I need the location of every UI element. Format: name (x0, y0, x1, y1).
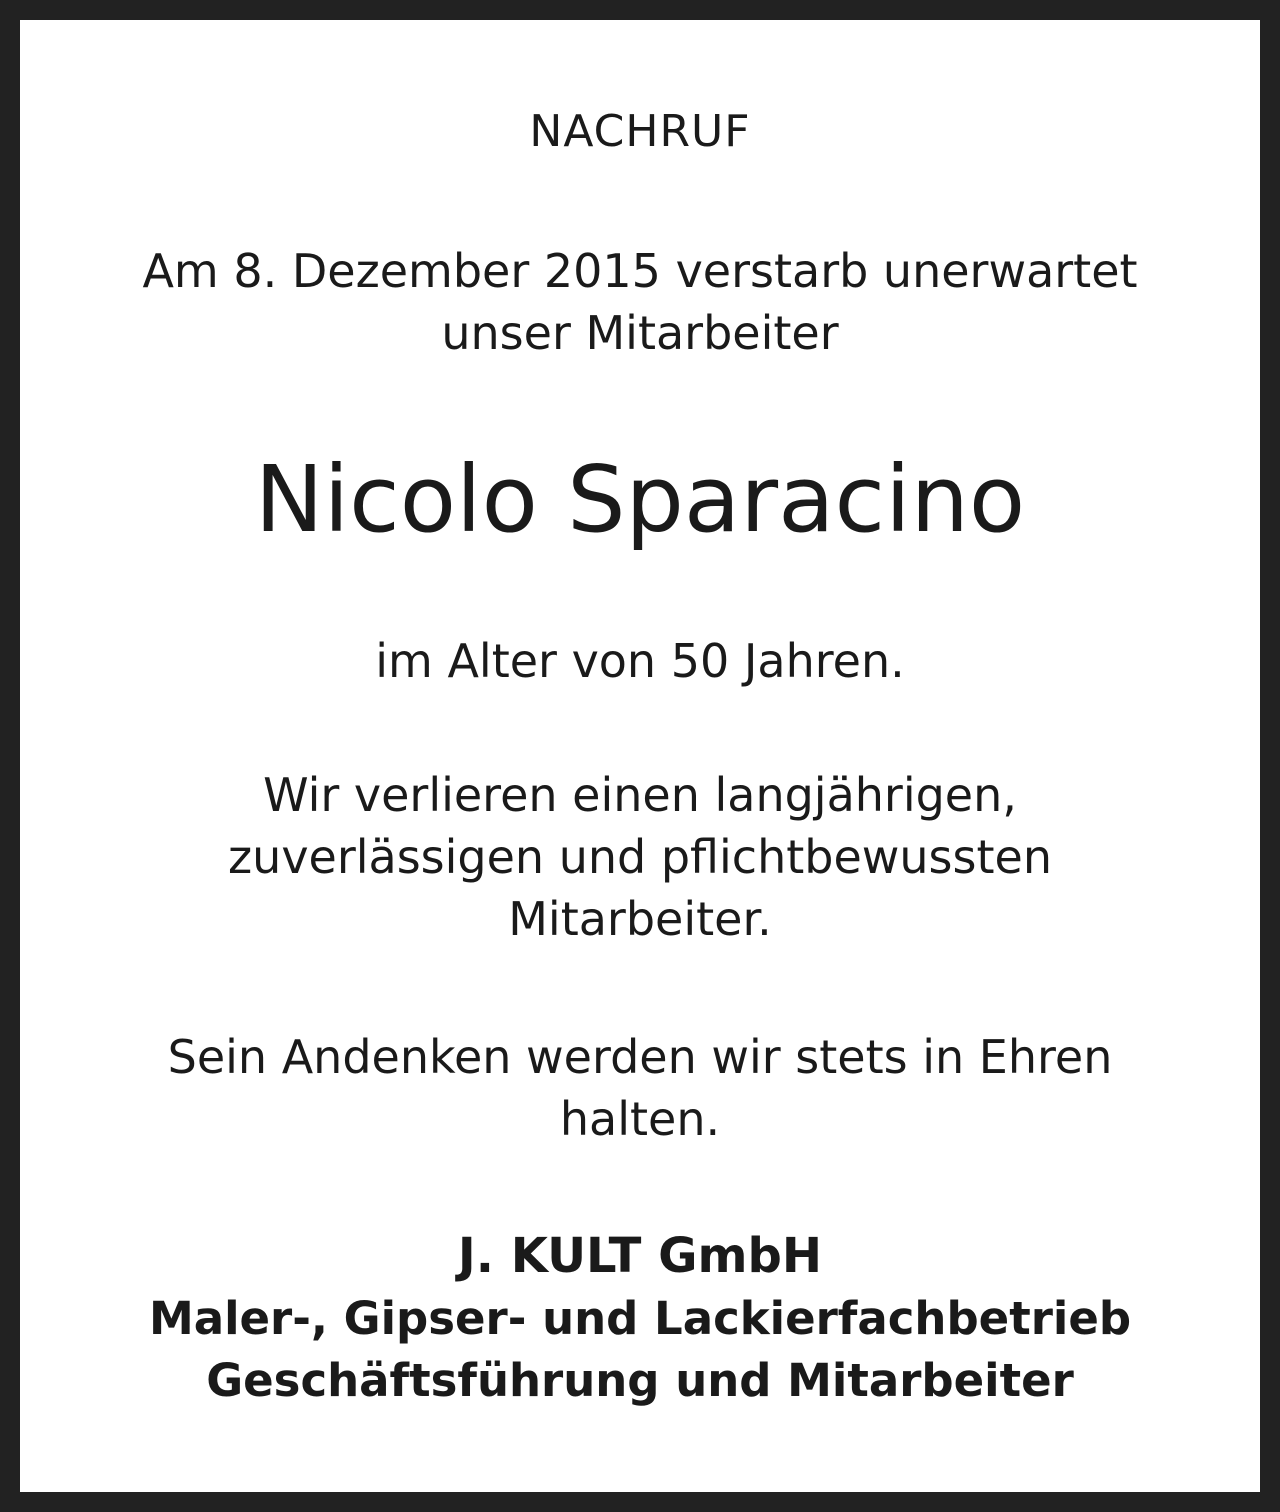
heading: NACHRUF (529, 106, 751, 157)
remembrance-line-2: halten. (559, 1092, 721, 1146)
company-name: J. KULT GmbH (457, 1228, 823, 1284)
signatory-group: Geschäftsführung und Mitarbeiter (206, 1354, 1074, 1407)
remembrance-line-1: Sein Andenken werden wir stets in Ehren (167, 1030, 1113, 1084)
company-trade: Maler-, Gipser- und Lackierfachbetrieb (148, 1292, 1132, 1345)
tribute-line-1: Wir verlieren einen langjährigen, (263, 768, 1017, 822)
tribute-line-2: zuverlässigen und pflichtbewussten (228, 830, 1052, 884)
tribute-line-3: Mitarbeiter. (508, 892, 772, 946)
deceased-name: Nicolo Sparacino (254, 446, 1026, 553)
intro-line-2: unser Mitarbeiter (441, 306, 839, 360)
age-line: im Alter von 50 Jahren. (375, 634, 905, 688)
intro-line-1: Am 8. Dezember 2015 verstarb unerwartet (142, 244, 1138, 298)
